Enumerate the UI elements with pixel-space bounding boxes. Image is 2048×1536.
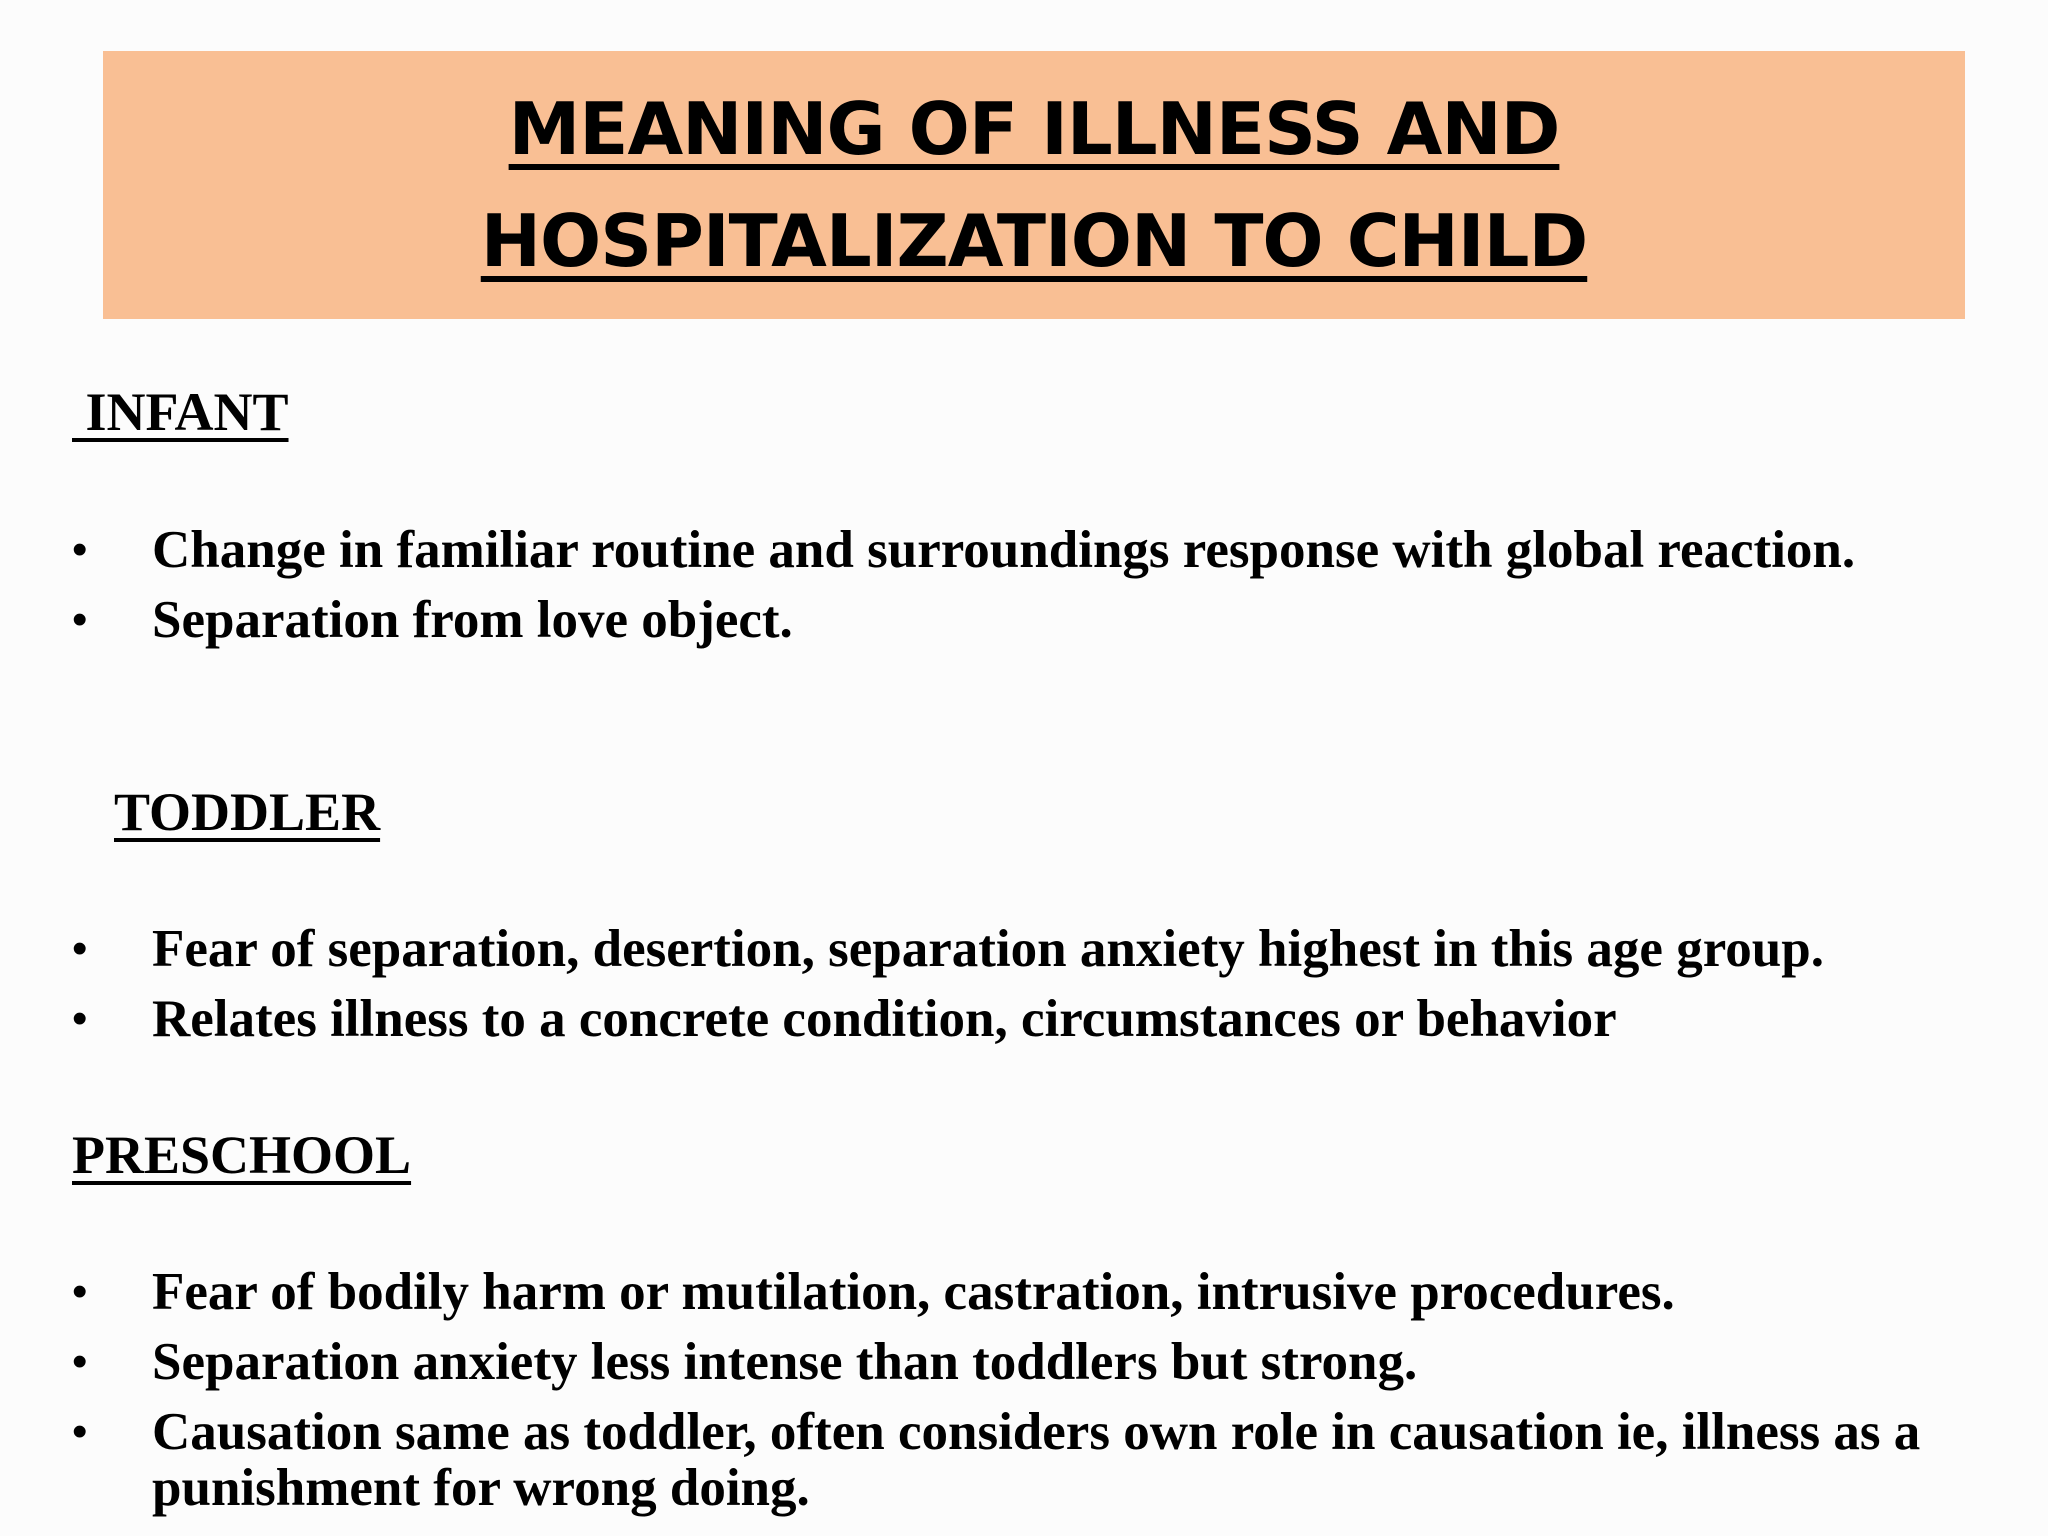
section-heading-infant: INFANT (72, 382, 289, 442)
bullet-point-icon: • (72, 994, 88, 1043)
bullet-point-icon: • (72, 525, 88, 574)
bullet-point-icon: • (72, 1407, 88, 1456)
slide-title: MEANING OF ILLNESS AND HOSPITALIZATION TO CHILD (480, 87, 1588, 283)
bullet-text: Change in familiar routine and surroundings response with global reaction. (152, 521, 1856, 579)
bullet-list-infant (70, 522, 1970, 648)
title-banner (103, 51, 1965, 319)
list-item (70, 921, 1970, 977)
list-item (70, 1404, 1970, 1516)
bullet-text: Relates illness to a concrete condition, circumstances or behavior (152, 990, 1617, 1048)
section-heading-preschool: PRESCHOOL (72, 1125, 412, 1185)
bullet-text: Separation from love object. (152, 591, 793, 649)
bullet-list-preschool (70, 1264, 1970, 1516)
bullet-list-toddler (70, 921, 1970, 1047)
list-item (70, 1264, 1970, 1320)
bullet-point-icon: • (72, 924, 88, 973)
bullet-text: Separation anxiety less intense than toddlers but strong. (152, 1333, 1418, 1391)
list-item (70, 522, 1970, 578)
bullet-text: Causation same as toddler, often considers own role in causation ie, illness as a punishment for wrong doing. (152, 1403, 1921, 1517)
list-item (70, 592, 1970, 648)
bullet-text: Fear of separation, desertion, separation anxiety highest in this age group. (152, 920, 1824, 978)
section-heading-toddler: TODDLER (114, 782, 381, 842)
list-item (70, 991, 1970, 1047)
bullet-point-icon: • (72, 595, 88, 644)
list-item (70, 1334, 1970, 1390)
bullet-point-icon: • (72, 1337, 88, 1386)
bullet-text: Fear of bodily harm or mutilation, castration, intrusive procedures. (152, 1263, 1675, 1321)
bullet-point-icon: • (72, 1267, 88, 1316)
